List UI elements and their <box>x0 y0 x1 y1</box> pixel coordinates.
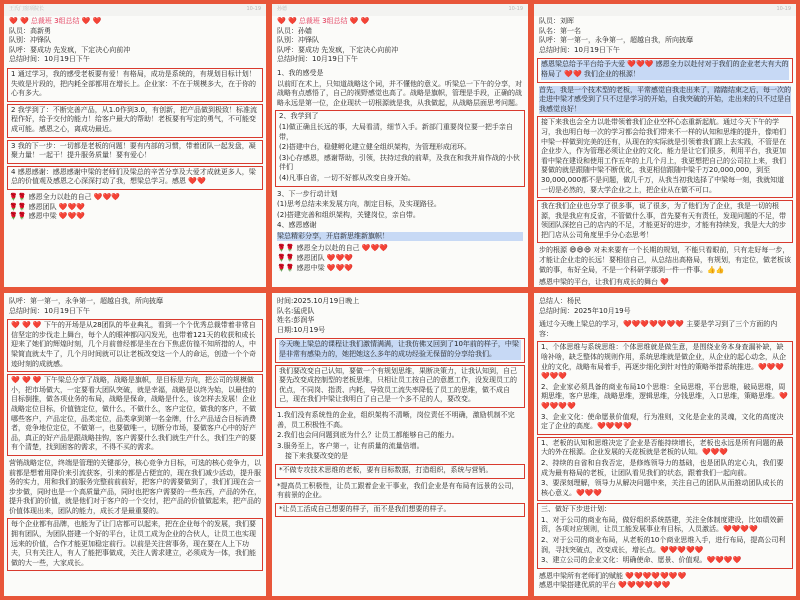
summary-block <box>7 166 263 190</box>
block-text: 每个企业都有品牌，也能为了让门店都可以起来，把在企业每个的发展，我们要拥有团队，为团队搭建一个好的平台，让员工成为企业的合伙人，让员工也实现远来的价值，合作才能更加稳定前行。以前是关注营事务，现在要在人上下功夫，只有关注人，有人了能把事做成，关注人需求建立，必须成为一体，我们能做的大一些，大家成长。 <box>11 520 256 567</box>
card-header <box>534 16 796 58</box>
team-name: 队别：冲锋队 <box>9 36 51 45</box>
summary-paragraph <box>534 85 796 117</box>
block-number: 4 <box>11 167 16 176</box>
team-slogan: 队呼：要成功 先发疯，下定决心向前冲 <box>9 45 131 54</box>
card-title: ❤️ ❤️ 总裁班 3组总结 ❤️ ❤️ <box>9 17 102 25</box>
card-header <box>4 293 266 319</box>
block-number: 3 <box>11 141 16 150</box>
card-title: ❤️ ❤️ 总裁班 3组总结 ❤️ ❤️ <box>277 17 370 25</box>
block-text: *让员工活成自己想要的样子，而不是我们想要的样子。 <box>279 504 451 513</box>
section-text: 以前盯在术上，只知道战略这个词，并不懂他的意义。听梁总一下午的分享，对战略有点感悟了，自己的视野感觉也高了。战略是旗帜，管理是手段，正确的战略永远是第一位，企业现状一切根源就是我，从我做起，从战略层面思考问题。 <box>277 79 522 107</box>
list-item: (1)思考总结未来发展方向，制定目标，及实现路径。 <box>277 200 441 209</box>
list-item: 1、个体思维与系统思维：个体思维就是做生意，是围绕业务本身查漏补缺，缺啥补啥，缺乏整体的规则作用，系统思维就是做企业，从企业的起心动念，从企业的文化，战略布局着手，再逐步细化到针对性的策略举措系统推进。❤️❤️❤️❤️❤️❤️ <box>541 343 786 381</box>
thanks-line: 感恩中梁搭建优质的平台 ❤️❤️❤️❤️❤️❤️ <box>539 581 671 590</box>
list-item: (1)做正确且长远的事，大局看清，细节入手。新部门重要岗位要一把手亲自带， <box>279 122 513 141</box>
card-footer <box>534 571 796 592</box>
list-item: 2、持续的自省和自我否定，是修炼领导力的基础，也是团队的定心丸，我们要成为最有格局的老板，让团队看见我们的状态，跟着我们一起向前。 <box>541 458 784 477</box>
block-text: 今天晚上梁总的课程让我们激情满满，让我仿佛又回到了10年前的样子，中梁是非常有感染力的，她把她这么多年的成功经验无保留的分享给我们。 <box>279 340 521 359</box>
section-heading: 3、下一步行动计划 <box>277 189 338 198</box>
member-name: 姓名:彭润华 <box>277 316 315 325</box>
list-item: 1、对于公司的商业布局，做好组织系统搭建，关注全体制度建设，比如绩效薪资，各项对应规则，让员工能发展事业有目标，人员激活。❤️❤️❤️❤️ <box>541 515 784 534</box>
learned-section <box>275 110 525 186</box>
member-name: 总结人：杨民 <box>539 297 581 305</box>
paragraph-text: 首先，我是一个技术型的老板，平常感觉自我走出来了，踏踏结束之后，每一次的走进中梁才感受到了只不过是学习的开始，自我突破的开始，走出来的只不过是自我感觉良好！ <box>539 85 791 113</box>
block-text: 我在我们企业也分享了很多事，说了很多，为了他们为了企业，我是一切的根源，我是我应有反省，不管做什么事，首先要有天有责任，发现问题的不足，带领团队深挖自己的店内的不足，才能更好的进步，才能有持续发，我是大大的步把门店从公司角度里手分心态思考！ <box>541 202 786 239</box>
team-slogan: 队呼：要成功 先发疯，下定决心向前冲 <box>277 45 399 54</box>
sender-name: 孙德 <box>277 6 288 13</box>
block-text: 感恩梁总给予平台给予大爱 ❤️❤️❤️ 感恩全力以赴付对于我们的企业老大有大的格局了 ❤️❤️ 我们企业的根源！ <box>541 60 789 78</box>
summary-block <box>7 68 263 102</box>
list-item: 2.我们也会问问题到底为什么？让员工都能够自己的能力。 <box>277 431 459 440</box>
summary-card-1 <box>4 4 266 287</box>
section-heading: 2、我学到了 <box>279 112 319 121</box>
summary-block <box>7 319 263 372</box>
team-name: 队别：冲锋队 <box>277 36 319 45</box>
member-name: 队员：高新勇 <box>9 26 51 35</box>
summary-block <box>275 338 525 362</box>
summary-time: 总结时间：10月19日下午 <box>9 306 90 315</box>
list-item: 2、对于公司的商业布局，从老板的10个商业思维入手，进行布局，提高公司利润，寻找突破点，改变成长，增长点。❤️❤️❤️❤️❤️ <box>541 536 786 554</box>
summary-card-3 <box>534 4 796 287</box>
summary-time: 总结时间：10月19日下午 <box>277 55 358 64</box>
summary-paragraph <box>4 458 266 519</box>
summary-block <box>7 518 263 571</box>
card-top-bar <box>4 4 266 16</box>
summary-card-4 <box>4 293 266 596</box>
summary-block <box>537 58 793 82</box>
member-name: 队员：孙嫱 <box>277 26 312 35</box>
card-footer <box>534 277 796 287</box>
block-text: 我学到了：不断完善产品，从1.0作到3.0，有创新，把产品做到极致！标准流程作好，给予交付的能力！给客户最大的帮助！老板要有写定的勇气，不可能变成可能。感恩之心，离成功最近。 <box>11 105 257 133</box>
team-slogan: 队呼：第一第一，永争第一，超越自我，所向披靡 <box>9 297 163 305</box>
block-text: *不做专攻技术思维的老板，要有目标数据，打造组织，系统与营销。 <box>279 465 493 474</box>
block-text: ❤️ ❤️ ❤️ 下午梁总分享了战略，战略是旗帜，是目标是方向，把公司的规模做小，把市场做大，一定要看大团队突破，就是幸福，战略是以终为始，以最佳的目标倒推，做各项业务的布局，战略是保命，战略是什么，该怎样去发展！企业战略定位目标，价值链定位，做什么，不做什么，客户定位，做我的客户，不做哪些客户，产品定位，品类定位，品类拿到第一名金牌，什么产品适合目标消费者，竞争地位定位，不做第一，也要做唯一，切断分市场，要做客户心中的好产品，真正的好产品是跟战略挂钩，客户需要什么我们就生产什么，我们生产的要有个清楚，找到困客的需求，不得不买的需求。 <box>11 376 256 452</box>
card-header <box>272 16 528 68</box>
list-item: (2)搭建中台，稳健孵化建立健全组织架构，为管理形成闭环。 <box>279 143 471 152</box>
thanks-line: 🌹🌹 感恩团队 ❤️❤️❤️ <box>277 254 354 263</box>
summary-card-6 <box>534 293 796 596</box>
block-text: 感恩感谢：感恩感谢中梁的老师们及梁总的辛苦分享及大爱才成就更多人，梁总的价值观及感恩之心深深打动了我，想梁总学习。感恩 ❤️❤️ <box>11 167 256 186</box>
block-text: 我们要改变自己认知，要做一个有规划思维，果断决策力，让我认知到，自己要先改变成控制型的老板思维，只相让员工按自己的意愿工作，没发现员工的优点，不同岗、指责、内耗，导致员工流失率降低了员工的思维，做不成自己，现在我们中梁让我明白了自己是一个多不足的人，要改变。 <box>279 366 517 404</box>
list-item: 2、企业家必须具备的商业布局10个思维：全局思维，平台思维，破局思维，周期思维，客户思维，战略思维，逻辑思维，分钱思维，入口思维，策略思维。❤️❤️❤️❤️❤️ <box>541 382 788 410</box>
summary-date: 日期:10月19号 <box>277 325 326 334</box>
thanks-line: 感恩中梁所有老师们的赋能 ❤️❤️❤️❤️❤️❤️❤️ <box>539 571 687 580</box>
thanks-line: 🌹🌹 感恩全力以赴的自己 ❤️❤️❤️ <box>277 244 389 253</box>
list-item: (3)心存感恩，感谢帮助，引领，扶持过我的前辈，及我在和我并肩作战的小伙伴们 <box>279 153 520 172</box>
block-text: 通过学习，我的感受老板要有爱！有格局，成功是系统的，有规划目标计划！失败是片段的，把内耗全部都用在增长上。企业家：不在于规模多大，在于你的心有多大。 <box>11 69 256 98</box>
plan-section <box>272 189 528 244</box>
thanks-line: 🌹🌹 感恩全力以赴的自己 ❤️❤️❤️ <box>9 192 121 201</box>
block-number: 1 <box>11 69 16 78</box>
timestamp: 10-19 <box>246 6 261 13</box>
thanks-line: 🌹🌹 感恩中梁 ❤️❤️❤️ <box>277 263 354 272</box>
summary-block <box>275 503 525 518</box>
card-footer <box>4 192 266 223</box>
timestamp: 10-19 <box>776 6 791 13</box>
paragraph-text: 步的根源 😄😄😄 对未来要有一个长期的规划，不能只看眼前，只有走好每一步，才能让企业走的长远！要相信自己，从总结出高格局，有规划，有定位，做老板该做的事，布好全局，不是一个科研学那到一件一件事。👍👍 <box>539 246 791 274</box>
summary-card-2 <box>272 4 528 287</box>
section-heading: 接下来我要改变的是 <box>285 452 348 461</box>
summary-paragraph <box>272 481 528 503</box>
thanks-line: 🌹🌹 感恩团队 ❤️❤️❤️ <box>9 202 86 211</box>
paragraph-text: *提高员工积极性，让员工跟着企业干事业，我们企业是有布局有远景的公司，有前景的企业。 <box>277 481 519 500</box>
summary-card-5 <box>272 293 528 596</box>
summary-block <box>7 104 263 138</box>
intro-paragraph <box>534 319 796 341</box>
list-item: 3、要深刻理解，领导力从解决问题中来，关注自己的团队从而推动团队成长的核心意义。❤️❤️❤️ <box>541 479 784 497</box>
paragraph-text: 营销战略定位，终端是管理的关键部分，核心竞争力目标，可选的核心竞争力，以前都是想着用降价来引流获客，引来的都是占便宜的，现在我们减少活动，提升服务的实力，用和我们的服务完整前前前好，把客户的需要做到了，我们们现在会一步步做，同时也是一个高质量产品，同时也把客户需要的一些东西，产品的外在，提升我们的价值，就是他们对于客户的一个交付，把产品的价值做起来，把产品的价值体现出来，团队的能力，成长才是最重要的。 <box>9 458 261 515</box>
team-name: 队名：第一名 <box>539 26 581 35</box>
thanks-line: 感恩中梁的平台，让我们有成长的舞台 ❤️ <box>539 278 669 287</box>
list-item: 3.服务至上，客户第一，让有质量的流量倍增。 <box>277 441 424 450</box>
list-item: (2)搭建完善和组织架构，关键岗位，亲自带。 <box>277 210 420 219</box>
paragraph-text: 通过今天晚上梁总的学习，❤️❤️❤️❤️❤️❤️❤️ 主要是学习到了三个方面的内容： <box>539 320 778 338</box>
summary-block <box>7 374 263 456</box>
section-heading: 4、感恩感谢 <box>277 221 317 230</box>
card-top-bar <box>534 4 796 16</box>
block-text: ❤️ ❤️ ❤️ 下午的开场是从28团队的毕业典礼，看到一个个优秀总裁带着非常自信坚定的步伐走上舞台，每个人的眼神都闪闪发光，也带着121天的收获和成长迎来了她们的辉煌时刻，几个月前曾经都是坐在台下焦虑仿徨不知所措的人，中梁简直就太牛了，几个月时间就可以让老板改变这一个人的命运，创造一个个奇迹时刻的成就感。 <box>11 321 256 368</box>
team-slogan: 队呼：第一第一，永争第一，超越自我，所向披靡 <box>539 36 693 45</box>
highlighted-text: 梁总精彩分享，开启新思维新旗帜！ <box>277 232 523 242</box>
list-item: 3、建立公司的企业文化：明确使命、愿景、价值观。❤️❤️❤️❤️ <box>541 556 742 565</box>
thanks-line: 🌹🌹 感恩中梁 ❤️❤️❤️ <box>9 212 86 221</box>
summary-block <box>275 464 525 479</box>
block-number: 2 <box>11 105 16 114</box>
list-item: 1.我们没有系统性的企业，组织架构不清晰，岗位责任不明确，激励机制不完善，员工积极性不高。 <box>277 410 515 429</box>
section-heading: 1、我的感受是 <box>277 68 324 77</box>
card-header <box>272 293 528 338</box>
section-heading: 三、做好下步进计划： <box>541 505 611 514</box>
list-item: (4)凡事自省，一切不好都从改变自身开始。 <box>279 173 415 182</box>
timestamp: 10-19 <box>508 6 523 13</box>
block-text: 接下来我也会全力以赴带领着我们企业空杯心态重新起航。通过今天下午的学习，我也明白每一次的学习都会给我们带来不一样的认知和思维的提升，像咱们中梁一样做到完美的还有，从现在的实际就是引领着我们跟上去实践，不管是在企业步入，作为管理必须让企业的文化、能力是让它们很多，利用平台，我更加看中梁在建设和使用工作五年的上几个月上，我更想把自己的公司拉上来，我们要做的就是跟随中梁不断优化，我更相信跟随中梁千万20,000,000，到至30,000,000都不是问题，做几千万，从我当初我选择了中梁每一刻，我就知道一切是必然的，要大学企业之上，把企业从在做不可口。 <box>541 118 786 194</box>
summary-time: 总结时间：10月19日下午 <box>9 55 90 64</box>
summary-time: 时间:2025.10月19日晚上 <box>277 297 360 305</box>
card-header <box>4 16 266 68</box>
summary-block <box>537 437 793 502</box>
sender-name: 王氏门窗项院长 <box>9 6 45 13</box>
summary-block <box>537 116 793 198</box>
problem-list <box>272 410 528 464</box>
card-footer <box>272 243 528 274</box>
summary-time: 总结时间：10月19日下午 <box>539 45 620 54</box>
summary-paragraph <box>534 245 796 277</box>
summary-block <box>275 365 525 408</box>
summary-time: 总结时间：2025年10月19号 <box>539 306 631 315</box>
member-name: 队员：刘晖 <box>539 17 574 25</box>
list-item: 1、老板的认知和思维决定了企业是否能持续增长，老板也永远是所有问题的最大的外在根源。企业发展的天花板就是老板的认知。❤️❤️❤️ <box>541 438 784 457</box>
summary-block <box>537 503 793 569</box>
team-name: 队名:猛虎队 <box>277 306 315 315</box>
block-text: 我的下一步：一切都是老板的问题！要有内部的习惯，带着团队一起发盘，凝聚力量！一起干！提升服务质量！要有爱心！ <box>11 141 256 160</box>
list-item: 3、企业文化：使命愿景价值观，行为准则，文化是企业的灵魂，文化的高度决定了企业的高度。❤️❤️❤️❤️ <box>541 412 784 431</box>
card-top-bar <box>272 4 528 16</box>
summary-block <box>537 200 793 243</box>
summary-block <box>537 341 793 434</box>
card-header <box>534 293 796 319</box>
summary-block <box>7 140 263 164</box>
intro-section <box>272 68 528 110</box>
